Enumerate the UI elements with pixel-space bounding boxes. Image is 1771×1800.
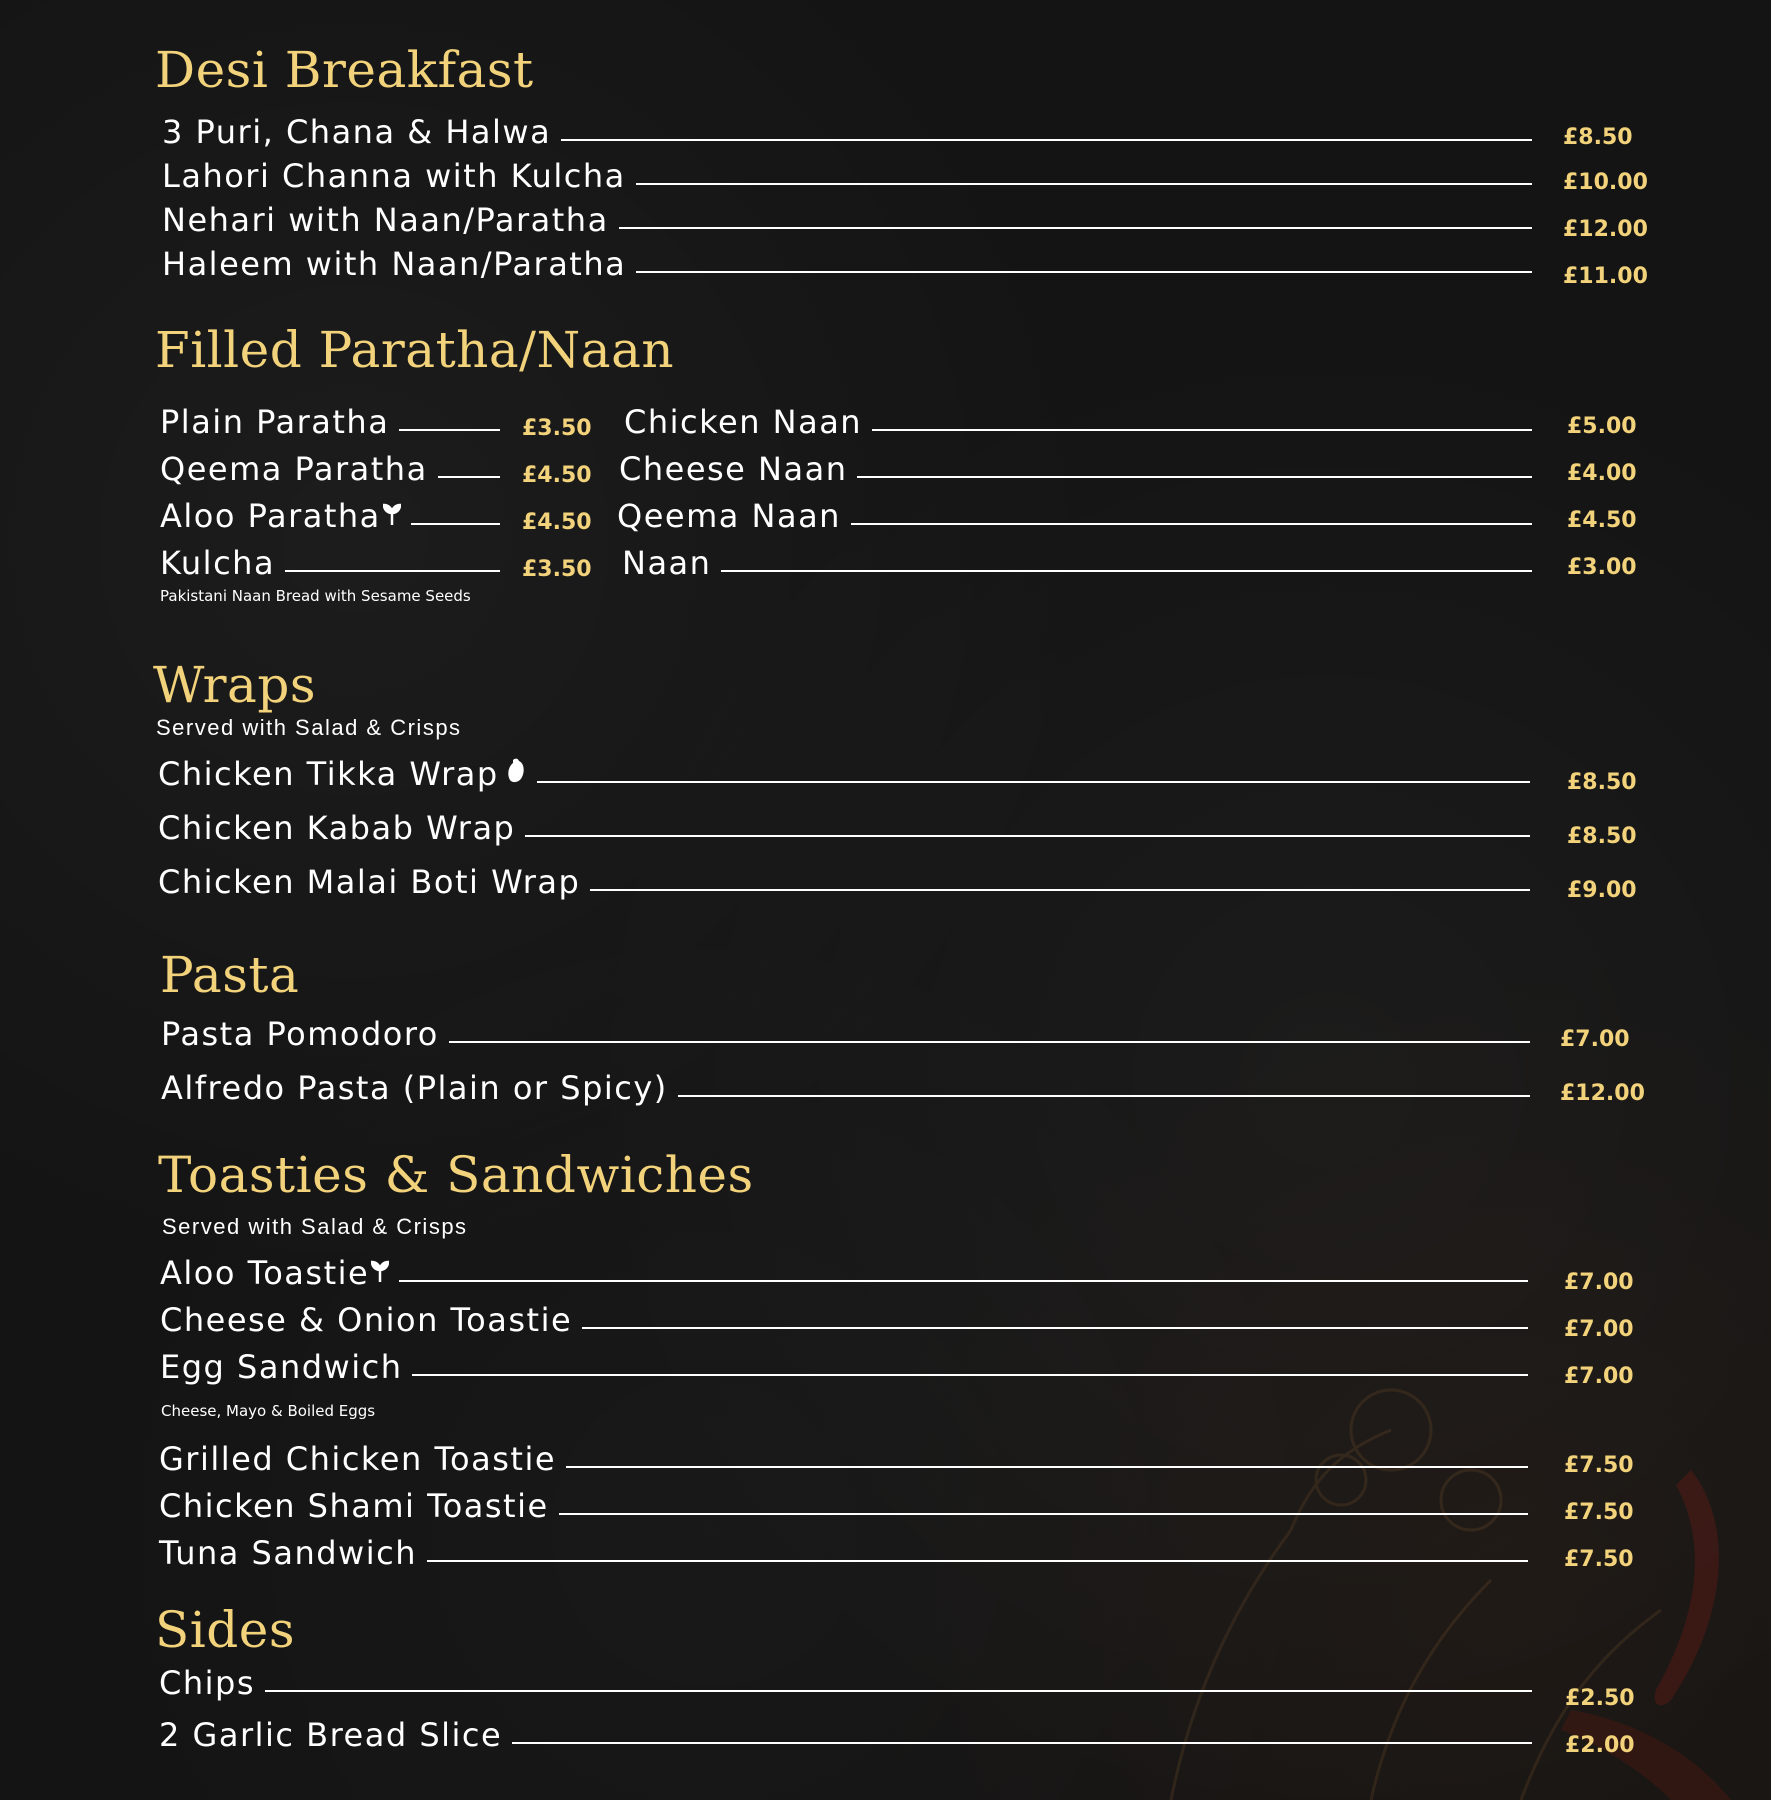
menu-item — [160, 1348, 1538, 1392]
menu-item — [160, 450, 510, 494]
item-name: Tuna Sandwich — [159, 1534, 417, 1572]
item-price: £7.00 — [1564, 1317, 1634, 1342]
menu-item — [162, 157, 1542, 201]
section-heading-toasties: Toasties & Sandwiches — [158, 1146, 754, 1204]
egg-sandwich-description: Cheese, Mayo & Boiled Eggs — [161, 1402, 376, 1420]
item-name: Chips — [159, 1664, 255, 1702]
item-price: £4.50 — [522, 510, 592, 535]
item-price: £4.00 — [1567, 461, 1637, 486]
leader-line — [512, 1742, 1532, 1744]
section-heading-pasta: Pasta — [160, 946, 300, 1004]
item-name: Chicken Naan — [624, 403, 863, 441]
item-name: Aloo Toastie — [160, 1254, 370, 1292]
item-name: Cheese & Onion Toastie — [160, 1301, 573, 1339]
item-name: Haleem with Naan/Paratha — [162, 245, 627, 283]
menu-item — [160, 1254, 1538, 1298]
menu-item — [162, 113, 1542, 157]
item-name: Qeema Paratha — [160, 450, 428, 488]
leader-line — [851, 523, 1532, 525]
menu-item — [161, 1015, 1540, 1059]
leader-line — [636, 183, 1532, 185]
item-name: Pasta Pomodoro — [161, 1015, 439, 1053]
leader-line — [619, 227, 1532, 229]
item-price: £2.00 — [1565, 1733, 1635, 1758]
leader-line — [399, 429, 500, 431]
menu-item — [160, 544, 510, 588]
item-name: Chicken Malai Boti Wrap — [158, 863, 581, 901]
leader-line — [285, 570, 500, 572]
leader-line — [721, 570, 1532, 572]
item-price: £2.50 — [1565, 1686, 1635, 1711]
item-price: £7.00 — [1564, 1270, 1634, 1295]
section-heading-filled-paratha: Filled Paratha/Naan — [155, 321, 675, 379]
item-name: Chicken Tikka Wrap — [158, 755, 499, 793]
spicy-chili-icon — [505, 757, 527, 785]
item-name: Cheese Naan — [619, 450, 848, 488]
item-price: £9.00 — [1567, 878, 1637, 903]
leader-line — [427, 1560, 1528, 1562]
menu-item — [160, 403, 510, 447]
menu-item — [624, 403, 1542, 447]
leader-line — [537, 781, 1530, 783]
item-name: Nehari with Naan/Paratha — [162, 201, 609, 239]
menu-item — [158, 809, 1540, 853]
leader-line — [636, 271, 1532, 273]
item-name: Alfredo Pasta (Plain or Spicy) — [161, 1069, 668, 1107]
item-name: Qeema Naan — [617, 497, 841, 535]
vegetarian-leaf-icon — [383, 503, 401, 527]
leader-line — [559, 1513, 1528, 1515]
vegetarian-leaf-icon — [371, 1260, 389, 1284]
menu-item — [617, 497, 1542, 541]
leader-line — [590, 889, 1530, 891]
item-price: £7.50 — [1564, 1453, 1634, 1478]
leader-line — [438, 476, 500, 478]
menu-item — [159, 1664, 1542, 1708]
item-price: £7.00 — [1564, 1364, 1634, 1389]
menu-item — [162, 201, 1542, 245]
menu-item — [622, 544, 1542, 588]
menu-item — [160, 1301, 1538, 1345]
item-price: £4.50 — [1567, 508, 1637, 533]
menu-item — [159, 1440, 1538, 1484]
item-name: Naan — [622, 544, 712, 582]
item-price: £3.50 — [522, 557, 592, 582]
leader-line — [265, 1690, 1532, 1692]
item-name: Lahori Channa with Kulcha — [162, 157, 626, 195]
wraps-subtitle: Served with Salad & Crisps — [156, 715, 462, 740]
item-name: 2 Garlic Bread Slice — [159, 1716, 503, 1754]
leader-line — [411, 523, 500, 525]
item-name: Egg Sandwich — [160, 1348, 403, 1386]
item-name: 3 Puri, Chana & Halwa — [162, 113, 552, 151]
leader-line — [872, 429, 1532, 431]
leader-line — [399, 1280, 1528, 1282]
item-name: Chicken Kabab Wrap — [158, 809, 516, 847]
leader-line — [566, 1466, 1528, 1468]
item-price: £8.50 — [1567, 770, 1637, 795]
item-name: Grilled Chicken Toastie — [159, 1440, 557, 1478]
menu-item — [159, 1487, 1538, 1531]
leader-line — [412, 1374, 1528, 1376]
item-price: £8.50 — [1567, 824, 1637, 849]
item-price: £3.50 — [522, 416, 592, 441]
leader-line — [561, 139, 1532, 141]
item-name: Chicken Shami Toastie — [159, 1487, 549, 1525]
leader-line — [449, 1041, 1530, 1043]
leader-line — [857, 476, 1532, 478]
item-price: £7.50 — [1564, 1500, 1634, 1525]
menu-item — [161, 1069, 1540, 1113]
menu-item — [159, 1716, 1542, 1760]
menu-item — [158, 755, 1540, 799]
menu-item — [158, 863, 1540, 907]
item-price: £3.00 — [1567, 555, 1637, 580]
item-name: Kulcha — [160, 544, 276, 582]
menu-item — [162, 245, 1542, 289]
item-price: £7.00 — [1560, 1027, 1630, 1052]
toasties-subtitle: Served with Salad & Crisps — [162, 1214, 468, 1239]
item-price: £4.50 — [522, 463, 592, 488]
section-heading-sides: Sides — [155, 1601, 295, 1659]
leader-line — [678, 1095, 1530, 1097]
item-price: £5.00 — [1567, 414, 1637, 439]
section-heading-wraps: Wraps — [153, 656, 317, 714]
item-price: £8.50 — [1563, 125, 1633, 150]
item-name: Aloo Paratha — [160, 497, 381, 535]
section-heading-desi-breakfast: Desi Breakfast — [155, 41, 534, 99]
item-price: £12.00 — [1560, 1081, 1645, 1106]
item-price: £11.00 — [1563, 264, 1648, 289]
menu-item — [160, 497, 510, 541]
menu-item — [159, 1534, 1538, 1578]
kulcha-description: Pakistani Naan Bread with Sesame Seeds — [160, 587, 471, 605]
item-price: £12.00 — [1563, 217, 1648, 242]
menu-item — [619, 450, 1542, 494]
leader-line — [525, 835, 1530, 837]
item-price: £10.00 — [1563, 170, 1648, 195]
item-price: £7.50 — [1564, 1547, 1634, 1572]
item-name: Plain Paratha — [160, 403, 390, 441]
leader-line — [582, 1327, 1528, 1329]
